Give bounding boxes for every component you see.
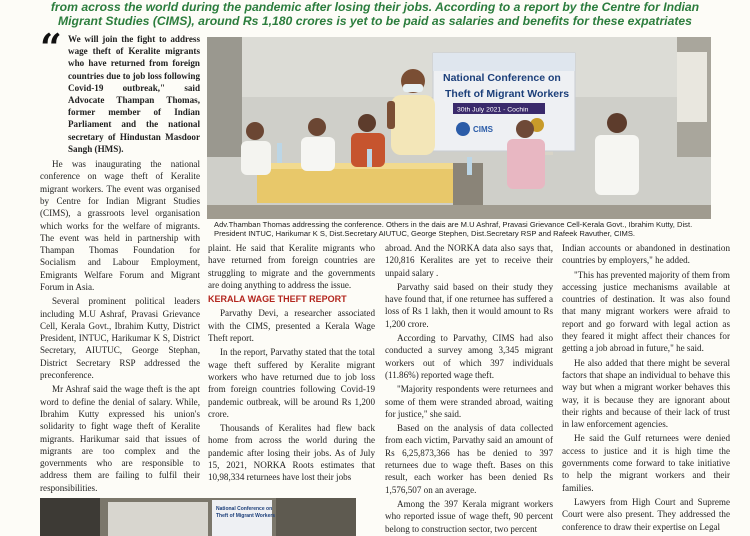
- paragraph: Lawyers from High Court and Supreme Court were also present. They addressed the conference to draw their expertise on Legal: [562, 496, 730, 532]
- article-deck: [0, 0, 750, 32]
- bottom-banner-title-1: National Conference on: [216, 506, 273, 512]
- column-4: [562, 242, 730, 535]
- paragraph: plaint. He said that Keralite migrants who have returned from foreign countries are struggling to migrate and the governments are doing anything to address the issue.: [208, 243, 375, 290]
- banner-title-2: Theft of Migrant Workers: [445, 88, 570, 100]
- banner-date: 30th July 2021 - Cochin: [457, 106, 529, 114]
- paragraph: "This has prevented majority of them from accessing justice mechanisms available at countries of destination. It was also found that many migrant workers were afraid to report and go forward with legal action as they feared it might affect their chances for getting a job abroad in future," he said.: [562, 269, 730, 354]
- paragraph: Parvathy Devi, a researcher associated with the CIMS, presented a Kerala Wage Theft report.: [208, 308, 375, 344]
- lead-text: We will join the fight to address wage theft of Keralite migrants who have returned from foreign countries due to job loss following Covid-19 outbreak," said Advocate Thampan Thomas, former member of Indian Parliament and the national secretary of Hindustan Masdoor Sangh (HMS).: [68, 34, 200, 154]
- bottom-photo: [40, 498, 356, 536]
- banner-title-1: National Conference on: [443, 72, 561, 84]
- photo-caption: Adv.Thamban Thomas addressing the conference. Others in the dais are M.U Ashraf, Pravasi Grievance Cell-Kerala Govt., Ibrahim Kutty, Dist. President INTUC, Harikumar K S, Dist.Secretary AIUTUC, George Stephen, Dist.Secretary RSP and Rafeek Ravuther, CIMS.: [214, 220, 693, 239]
- paragraph: abroad. And the NORKA data also says that, 120,816 Keralites are yet to receive their unpaid salary .: [385, 243, 553, 278]
- paragraph: "Majority respondents were returnees and some of them were stranded abroad, waiting for justice," she said.: [385, 384, 553, 419]
- paragraph: He was inaugurating the national conference on wage theft of Keralite migrant workers. The event was organised by Centre for Indian Migrant Studies (CIMS), a grassroots level organisation which works for the welfare of migrants. The event was held in partnership with Thampan Thomas Foundation for Socialism and Labour Employment, Emigrants Welfare Forum and Migrant Forum in Asia.: [40, 159, 200, 292]
- column-2: [208, 242, 375, 486]
- paragraph: Indian accounts or abandoned in destination countries by employers," he added.: [562, 243, 730, 266]
- paragraph: According to Parvathy, CIMS had also conducted a survey among 3,345 migrant workers out of which 397 individuals (11.86%) reported wage theft.: [385, 333, 553, 380]
- column-1: [40, 25, 200, 493]
- paragraph: In the report, Parvathy stated that the total wage theft suffered by Keralite migrant workers who have returned due to job loss from foreign countries following Covid-19 pandemic outbreak, will be around Rs 1,200 crore.: [208, 347, 375, 419]
- paragraph: Parvathy said based on their study they have found that, if one returnee has suffered a loss of Rs 1 lakh, then it would amount to Rs 1,200 crore.: [385, 281, 553, 329]
- conference-photo-illustration: [207, 37, 711, 219]
- lead-paragraph: [40, 25, 200, 155]
- paragraph: He said the Gulf returnees were denied access to justice and it is high time the governments come forward to take initiative to help the migrant workers and their families.: [562, 433, 730, 493]
- deck-line-2: Migrant Studies (CIMS), around Rs 1,180 crores is yet to be paid as salaries and benefits for these expatriates: [58, 13, 692, 28]
- bottom-photo-illustration: [40, 498, 356, 536]
- conference-photo: [207, 37, 711, 219]
- paragraph: Among the 397 Kerala migrant workers who reported issue of wage theft, 90 percent belong to construction sector, two percent: [385, 498, 553, 534]
- banner-org: CIMS: [473, 125, 493, 134]
- paragraph: Thousands of Keralites had flew back home from across the world during the pandemic after losing their jobs. As of July 15, 2021, NORKA Roots estimates that 10,98,334 returnees have lost their jobs: [208, 423, 375, 483]
- paragraph: Several prominent political leaders including M.U Ashraf, Pravasi Grievance Cell, Kerala Govt., Ibrahim Kutty, District President, INTUC, Harikumar K S, District Secretary, AIUTUC, George Stephan, District Secretary RSP addressed the preconference.: [40, 296, 200, 381]
- quote-mark-icon: “: [40, 25, 62, 70]
- section-subheading: KERALA WAGE THEFT REPORT: [208, 294, 347, 305]
- paragraph: Based on the analysis of data collected from each victim, Parvathy said an amount of Rs 6,25,873,366 has be denied to 397 returnees due to wage theft. Bases on this result, each worker has been denied Rs 1,576,507 on an average.: [385, 423, 553, 495]
- paragraph: He also added that there might be several factors that shape an individual to behave this way but when a migrant worker behaves this way, it is because they are ignorant about their rights and because of their lack of trust in law enforcement agencies.: [562, 357, 730, 430]
- bottom-banner-title-2: Theft of Migrant Workers: [216, 513, 276, 519]
- paragraph: Mr Ashraf said the wage theft is the apt word to define the denial of salary. While, Ibrahim Kutty expressed his union's solidarity to fight wage theft of Keralite migrants. Harikumar said that issues of migrants are too complex and the governments who are responsible to address them are failing to fulfil their responsibilities.: [40, 384, 200, 493]
- deck-line-1: from across the world during the pandemic after losing their jobs. According to a report by the Centre for Indian: [50, 0, 700, 14]
- column-3: [385, 242, 553, 536]
